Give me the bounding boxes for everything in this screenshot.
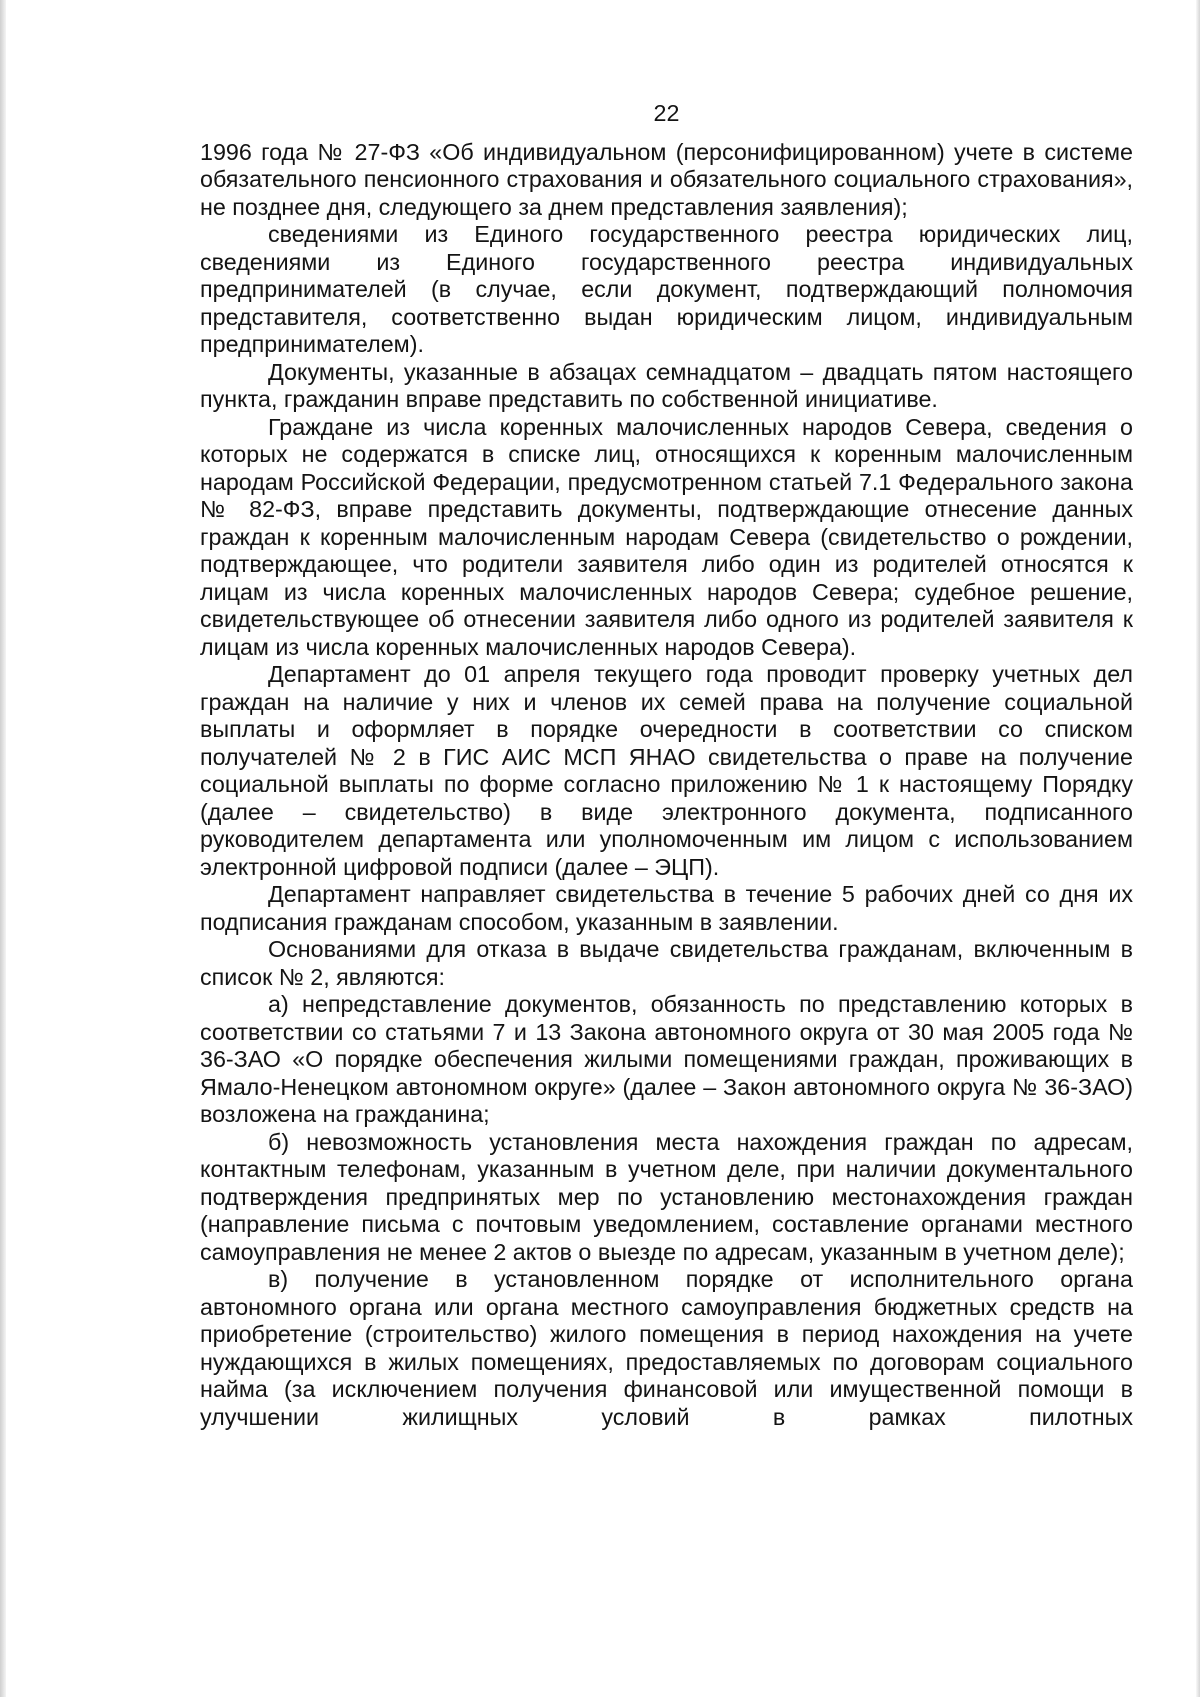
scan-edge-left — [0, 0, 6, 1697]
paragraph-ground-b: б) невозможность установления места нахождения граждан по адресам, контактным телефонам, указанным в учетном деле, при наличии документального подтверждения предпринятых мер по установлению местонахождения граждан (направление письма с почтовым уведомлением, составление органами местного самоуправления не менее 2 актов о выезде по адресам, указанным в учетном деле); — [200, 1128, 1133, 1265]
paragraph-refusal-grounds: Основаниями для отказа в выдаче свидетельства гражданам, включенным в список № 2, являются: — [200, 936, 1133, 990]
page-number: 22 — [653, 100, 680, 126]
paragraph-ground-a: а) непредставление документов, обязанность по представлению которых в соответствии со статьями 7 и 13 Закона автономного округа от 30 мая 2005 года № 36-ЗАО «О порядке обеспечения жилыми помещениями граждан, проживающих в Ямало-Ненецком автономном округе» (далее – Закон автономного округа № 36-ЗАО) возложена на гражданина; — [200, 991, 1133, 1127]
paragraph-pension-law-continuation: 1996 года № 27-ФЗ «Об индивидуальном (персонифицированном) учете в системе обязательного пенсионного страхования и обязательного социального страхования», не позднее дня, следующего за днем представления заявления); — [200, 138, 1133, 220]
paragraph-ground-c: в) получение в установленном порядке от исполнительного органа автономного органа или органа местного самоуправления бюджетных средств на приобретение (строительство) жилого помещения в период нахождения на учете нуждающихся в жилых помещениях, предоставляемых по договорам социального найма (за исключением получения финансовой или имущественной помощи в улучшении жилищных условий в рамках пилотных — [200, 1266, 1133, 1430]
scan-edge-right — [1196, 0, 1200, 1697]
paragraph-own-initiative-documents: Документы, указанные в абзацах семнадцатом – двадцать пятом настоящего пункта, гражданин вправе представить по собственной инициативе. — [200, 358, 1133, 412]
document-page — [200, 100, 1133, 1431]
paragraph-department-verification: Департамент до 01 апреля текущего года проводит проверку учетных дел граждан на наличие у них и членов их семей права на получение социальной выплаты и оформляет в порядке очередности в соответствии со списком получателей № 2 в ГИС АИС МСП ЯНАО свидетельства о праве на получение социальной выплаты по форме согласно приложению № 1 к настоящему Порядку (далее – свидетельство) в виде электронного документа, подписанного руководителем департамента или уполномоченным им лицом с использованием электронной цифровой подписи (далее – ЭЦП). — [200, 661, 1133, 880]
paragraph-certificate-delivery: Департамент направляет свидетельства в течение 5 рабочих дней со дня их подписания гражданам способом, указанным в заявлении. — [200, 881, 1133, 935]
paragraph-state-registries: сведениями из Единого государственного реестра юридических лиц, сведениями из Единого государственного реестра индивидуальных предпринимателей (в случае, если документ, подтверждающий полномочия представителя, соответственно выдан юридическим лицом, индивидуальным предпринимателем). — [200, 221, 1133, 357]
paragraph-indigenous-peoples: Граждане из числа коренных малочисленных народов Севера, сведения о которых не содержатся в списке лиц, относящихся к коренным малочисленным народам Российской Федерации, предусмотренном статьей 7.1 Федерального закона № 82-ФЗ, вправе представить документы, подтверждающие отнесение данных граждан к коренным малочисленным народам Севера (свидетельство о рождении, подтверждающее, что родители заявителя либо один из родителей относятся к лицам из числа коренных малочисленных народов Севера; судебное решение, свидетельствующее об отнесении заявителя либо одного из родителей заявителя к лицам из числа коренных малочисленных народов Севера). — [200, 413, 1133, 660]
